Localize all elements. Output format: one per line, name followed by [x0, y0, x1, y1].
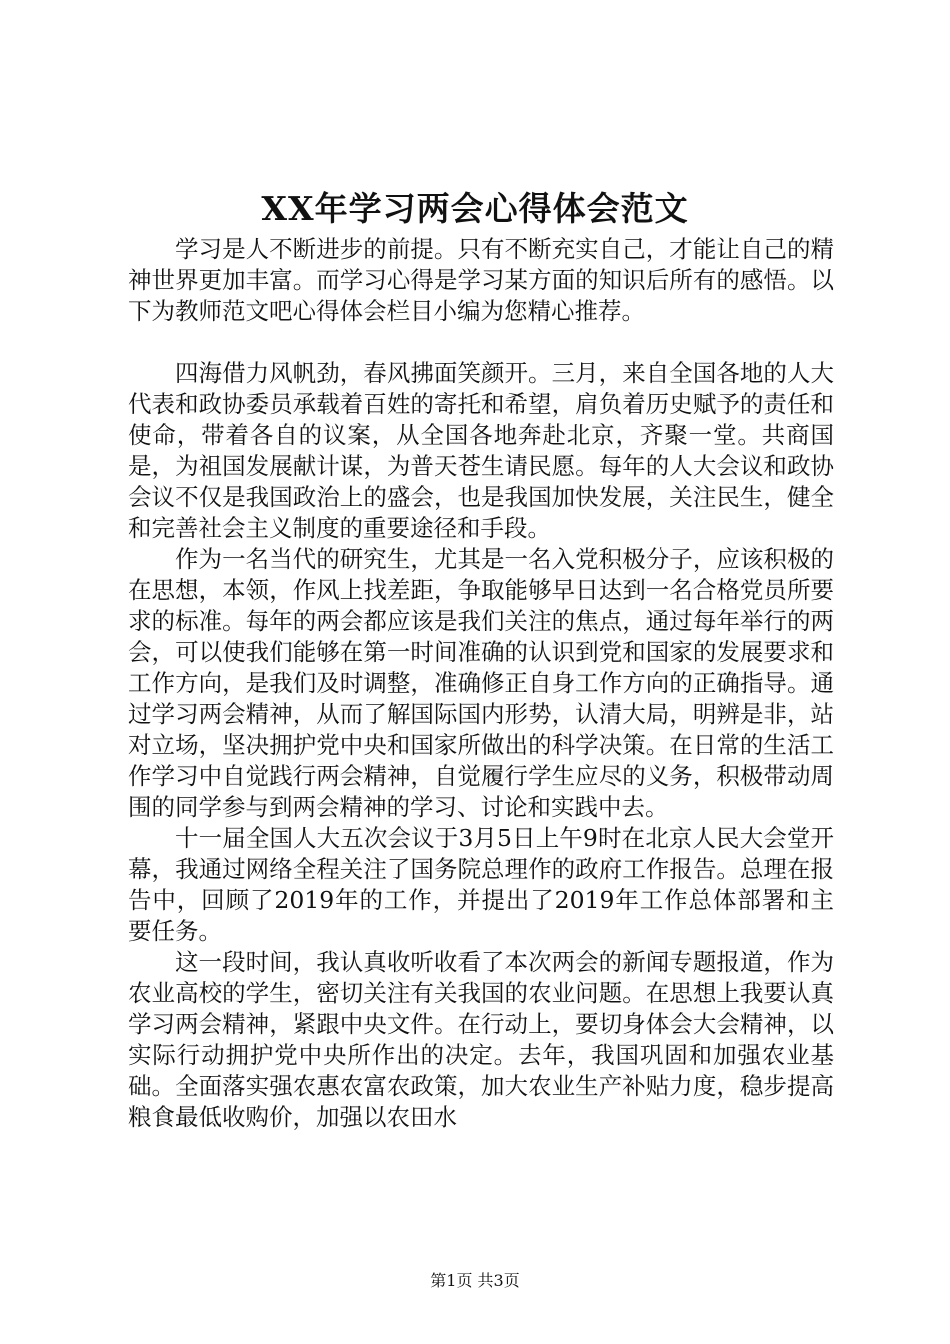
paragraph-two-sessions: 四海借力风帆劲，春风拂面笑颜开。三月，来自全国各地的人大代表和政协委员承载着百姓的寄托和希望，肩负着历史赋予的责任和使命，带着各自的议案，从全国各地奔赴北京，齐聚一堂。共商国是，为祖国发展献计谋，为普天苍生请民愿。每年的人大会议和政协会议不仅是我国政治上的盛会，也是我国加快发展，关注民生，健全和完善社会主义制度的重要途径和手段。	[128, 359, 834, 542]
paragraph-graduate-student: 作为一名当代的研究生，尤其是一名入党积极分子，应该积极的在思想，本领，作风上找差距，争取能够早日达到一名合格党员所要求的标准。每年的两会都应该是我们关注的焦点，通过每年举行的两会，可以使我们能够在第一时间准确的认识到党和国家的发展要求和工作方向，是我们及时调整，准确修正自身工作方向的正确指导。通过学习两会精神，从而了解国际国内形势，认清大局，明辨是非，站对立场，坚决拥护党中央和国家所做出的科学决策。在日常的生活工作学习中自觉践行两会精神，自觉履行学生应尽的义务，积极带动周围的同学参与到两会精神的学习、讨论和实践中去。	[128, 545, 834, 821]
page-number-footer: 第1页 共3页	[430, 1271, 520, 1290]
paragraph-gap	[128, 327, 834, 358]
document-title: XX年学习两会心得体会范文	[261, 189, 689, 228]
paragraph-agriculture: 这一段时间，我认真收听收看了本次两会的新闻专题报道，作为农业高校的学生，密切关注有关我国的农业问题。在思想上我要认真学习两会精神，紧跟中央文件。在行动上，要切身体会大会精神，以实际行动拥护党中央所作出的决定。去年，我国巩固和加强农业基础。全面落实强农惠农富农政策，加大农业生产补贴力度，稳步提高粮食最低收购价，加强以农田水	[128, 948, 834, 1131]
paragraph-government-report: 十一届全国人大五次会议于3月5日上午9时在北京人民大会堂开幕，我通过网络全程关注了国务院总理作的政府工作报告。总理在报告中，回顾了2019年的工作，并提出了2019年工作总体部署和主要任务。	[128, 824, 834, 945]
document-body	[128, 234, 834, 1133]
paragraph-intro: 学习是人不断进步的前提。只有不断充实自己，才能让自己的精神世界更加丰富。而学习心得是学习某方面的知识后所有的感悟。以下为教师范文吧心得体会栏目小编为您精心推荐。	[128, 235, 834, 325]
